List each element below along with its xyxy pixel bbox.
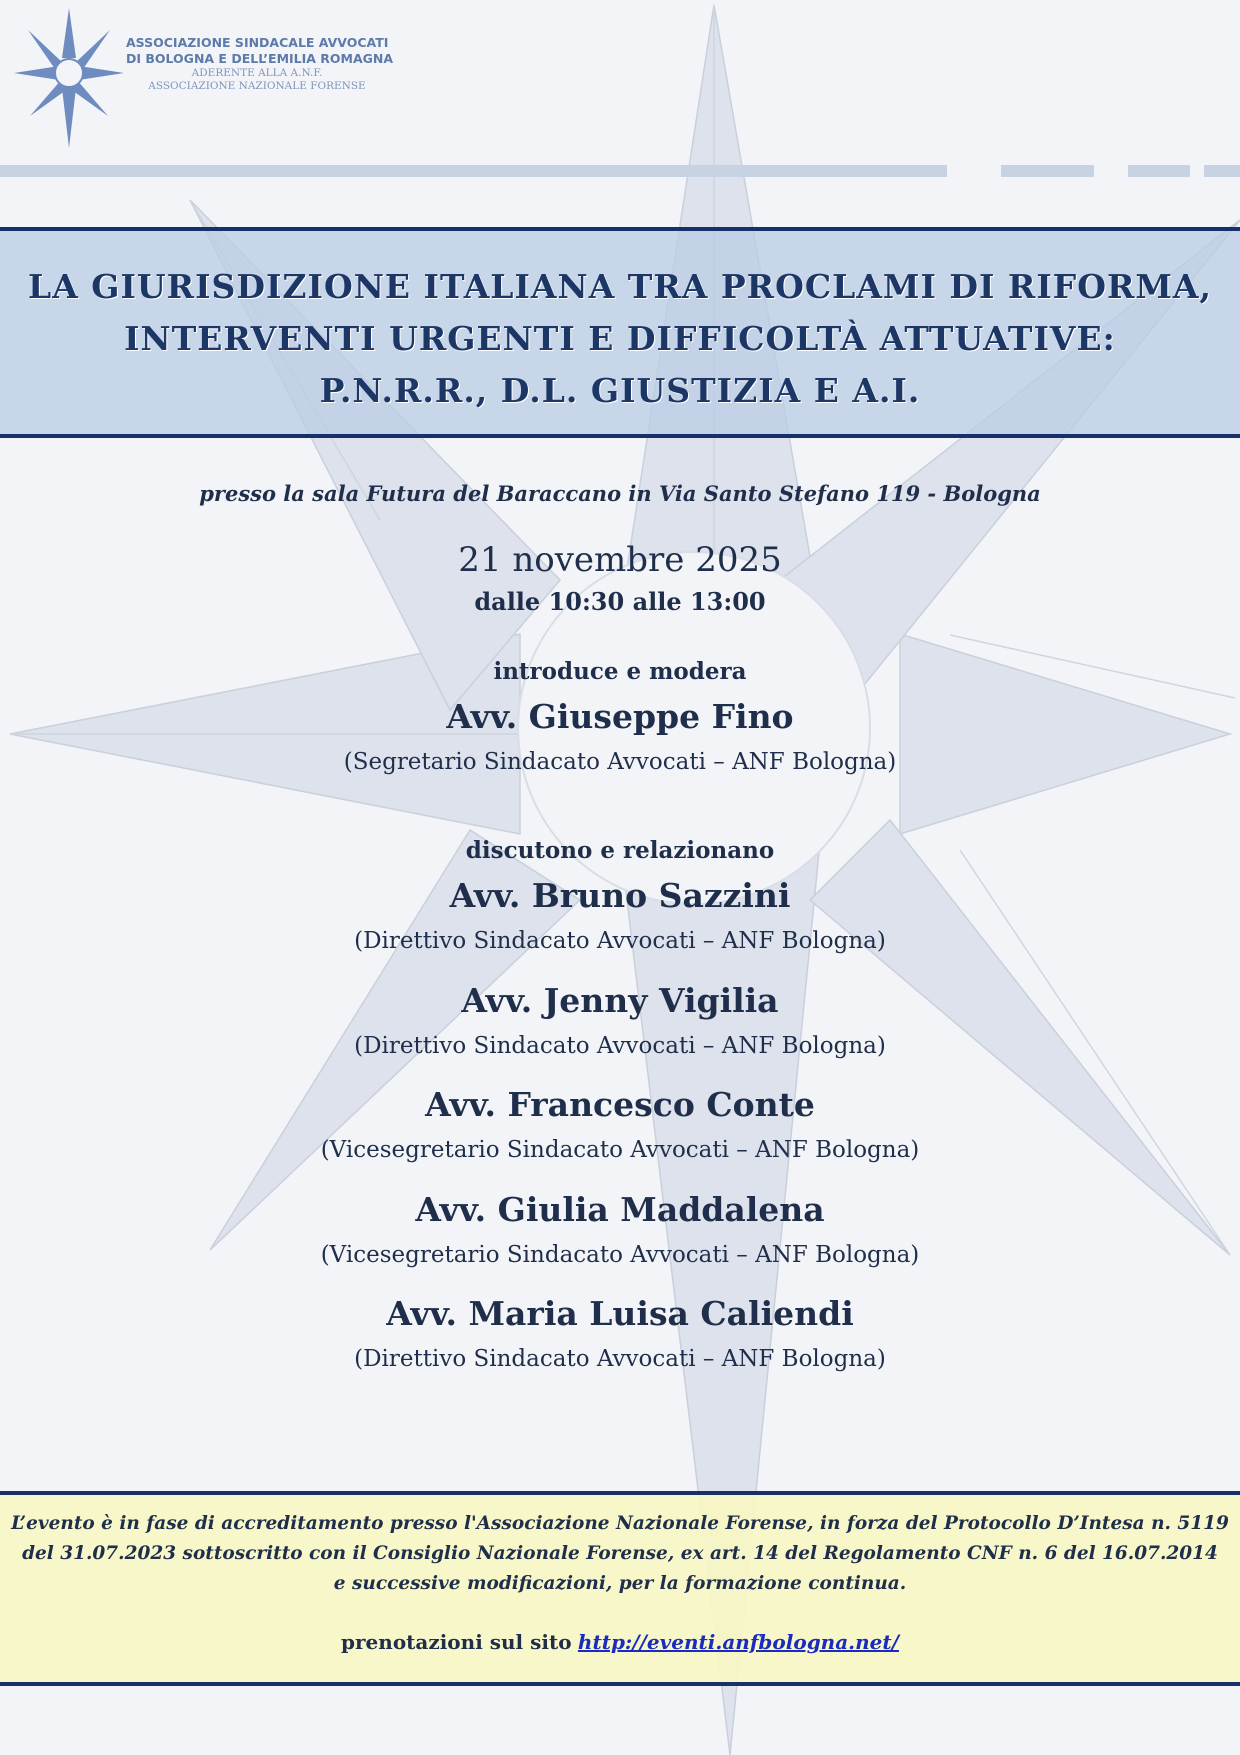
moderator-name: Avv. Giuseppe Fino (446, 697, 794, 736)
speaker-name: Avv. Maria Luisa Caliendi (386, 1294, 854, 1333)
speaker-name: Avv. Francesco Conte (425, 1085, 815, 1124)
event-time: dalle 10:30 alle 13:00 (474, 587, 766, 616)
speaker-name: Avv. Giulia Maddalena (415, 1190, 825, 1229)
speaker-role: (Direttivo Sindacato Avvocati – ANF Bologna) (354, 1033, 886, 1059)
speaker-name: Avv. Jenny Vigilia (461, 981, 779, 1020)
header-divider-segment (1204, 165, 1240, 177)
organization-name-line2: DI BOLOGNA E DELL’EMILIA ROMAGNA (126, 51, 394, 66)
event-title-line1: LA GIURISDIZIONE ITALIANA TRA PROCLAMI DI RIFORMA, (27, 267, 1213, 306)
speaker-role: (Vicesegretario Sindacato Avvocati – ANF Bologna) (320, 1242, 920, 1268)
speaker-name: Avv. Bruno Sazzini (449, 876, 791, 915)
speaker-role: (Direttivo Sindacato Avvocati – ANF Bologna) (354, 928, 886, 954)
accreditation-text-line2: del 31.07.2023 sottoscritto con il Consiglio Nazionale Forense, ex art. 14 del Regolamento CNF n. 6 del 16.07.2014 (22, 1543, 1218, 1564)
organization-header (126, 35, 394, 93)
accreditation-text-line3: e successive modificazioni, per la formazione continua. (333, 1573, 907, 1594)
booking-info (0, 1630, 1240, 1654)
accreditation-text-line1: L’evento è in fase di accreditamento presso l'Associazione Nazionale Forense, in forza del Protocollo D’Intesa n. 5119 (11, 1513, 1229, 1534)
organization-name-line1: ASSOCIAZIONE SINDACALE AVVOCATI (126, 35, 389, 50)
accreditation-footer (0, 1491, 1240, 1686)
header-divider-long (0, 165, 947, 177)
header-divider-segment (1128, 165, 1190, 177)
event-title-line3: P.N.R.R., D.L. GIUSTIZIA E A.I. (319, 371, 921, 410)
event-venue: presso la sala Futura del Baraccano in Via Santo Stefano 119 - Bologna (199, 481, 1041, 506)
title-banner (0, 227, 1240, 438)
moderator-intro: introduce e modera (493, 658, 747, 685)
speakers-intro: discutono e relazionano (465, 837, 775, 864)
booking-label: prenotazioni sul sito (341, 1630, 572, 1654)
speaker-role: (Direttivo Sindacato Avvocati – ANF Bologna) (354, 1346, 886, 1372)
speaker-role: (Vicesegretario Sindacato Avvocati – ANF Bologna) (320, 1137, 920, 1163)
compass-star-icon (14, 8, 124, 148)
header-divider-segment (1001, 165, 1094, 177)
moderator-role: (Segretario Sindacato Avvocati – ANF Bologna) (343, 749, 897, 775)
affiliation-line2: ASSOCIAZIONE NAZIONALE FORENSE (148, 80, 366, 92)
event-date: 21 novembre 2025 (458, 540, 782, 580)
booking-link[interactable]: http://eventi.anfbologna.net/ (577, 1630, 899, 1654)
affiliation-line1: ADERENTE ALLA A.N.F. (191, 67, 323, 79)
event-title-line2: INTERVENTI URGENTI E DIFFICOLTÀ ATTUATIVE: (124, 319, 1116, 358)
